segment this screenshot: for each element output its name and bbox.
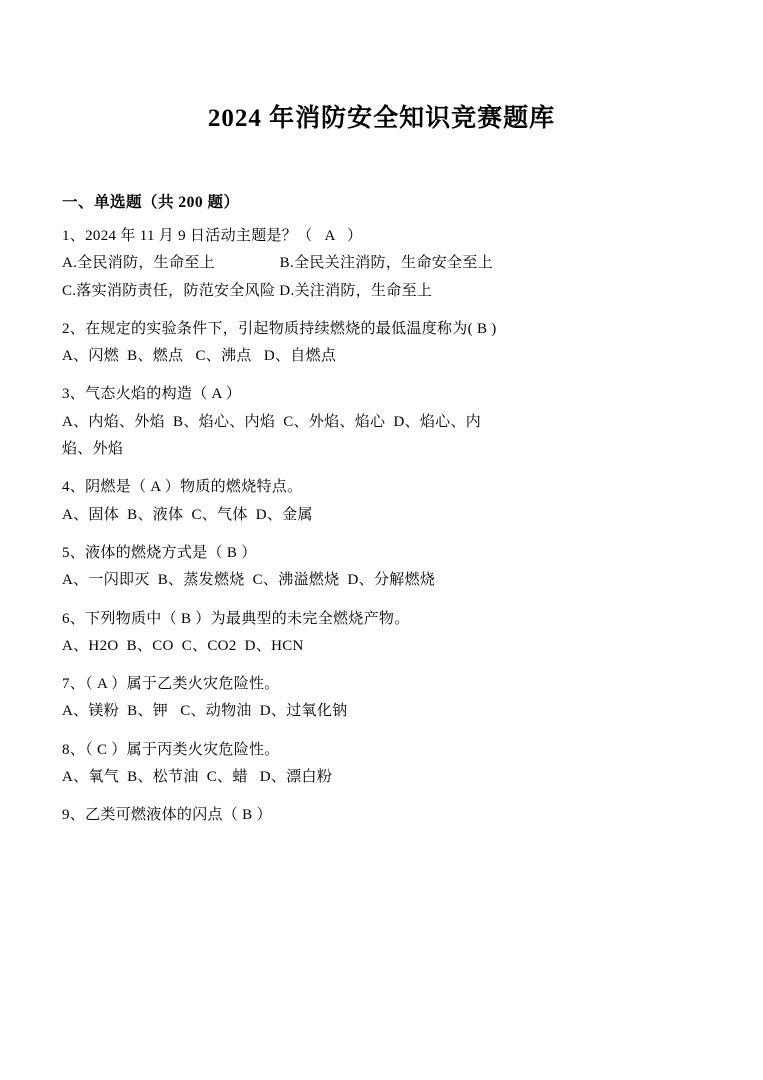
page-title: 2024 年消防安全知识竞赛题库	[207, 105, 556, 132]
question-item	[62, 381, 701, 463]
question-option: A、闪燃 B、燃点 C、沸点 D、自燃点	[62, 348, 337, 365]
question-option: A、内焰、外焰 B、焰心、内焰 C、外焰、焰心 D、焰心、内	[62, 413, 482, 430]
question-option: A、一闪即灭 B、蒸发燃烧 C、沸溢燃烧 D、分解燃烧	[62, 572, 436, 589]
question-stem: 9、乙类可燃液体的闪点（ B ）	[62, 807, 272, 824]
question-stem: 1、2024 年 11 月 9 日活动主题是？（ A ）	[62, 228, 363, 244]
question-option: A、H2O B、CO C、CO2 D、HCN	[62, 637, 304, 654]
question-option: A、固体 B、液体 C、气体 D、金属	[62, 506, 313, 523]
question-option: A、镁粉 B、钾 C、动物油 D、过氧化钠	[62, 703, 348, 720]
question-item	[62, 737, 701, 792]
question-item	[62, 606, 701, 661]
question-item	[62, 316, 701, 371]
question-option: A.全民消防，生命至上 B.全民关注消防，生命安全至上	[62, 255, 493, 272]
question-stem: 6、下列物质中（ B ）为最典型的未完全燃烧产物。	[62, 610, 410, 627]
question-stem: 2、在规定的实验条件下，引起物质持续燃烧的最低温度称为( B )	[62, 320, 497, 337]
question-option: 焰、外焰	[62, 441, 124, 458]
question-stem: 5、液体的燃烧方式是（ B ）	[62, 544, 257, 561]
question-item	[62, 474, 701, 529]
question-stem: 4、阴燃是（ A ）物质的燃烧特点。	[62, 479, 303, 496]
question-stem: 8、（ C ）属于丙类火灾危险性。	[62, 741, 280, 758]
question-stem: 3、气态火焰的构造（ A ）	[62, 386, 242, 403]
question-stem: 7、（ A ）属于乙类火灾危险性。	[62, 676, 280, 693]
question-item	[62, 223, 701, 305]
question-option: C.落实消防责任，防范安全风险 D.关注消防，生命至上	[62, 282, 433, 299]
question-option: A、氧气 B、松节油 C、蜡 D、漂白粉	[62, 769, 333, 786]
question-item	[62, 802, 701, 829]
section-heading: 一、单选题（共 200 题）	[62, 194, 240, 211]
question-item	[62, 671, 701, 726]
question-item	[62, 540, 701, 595]
